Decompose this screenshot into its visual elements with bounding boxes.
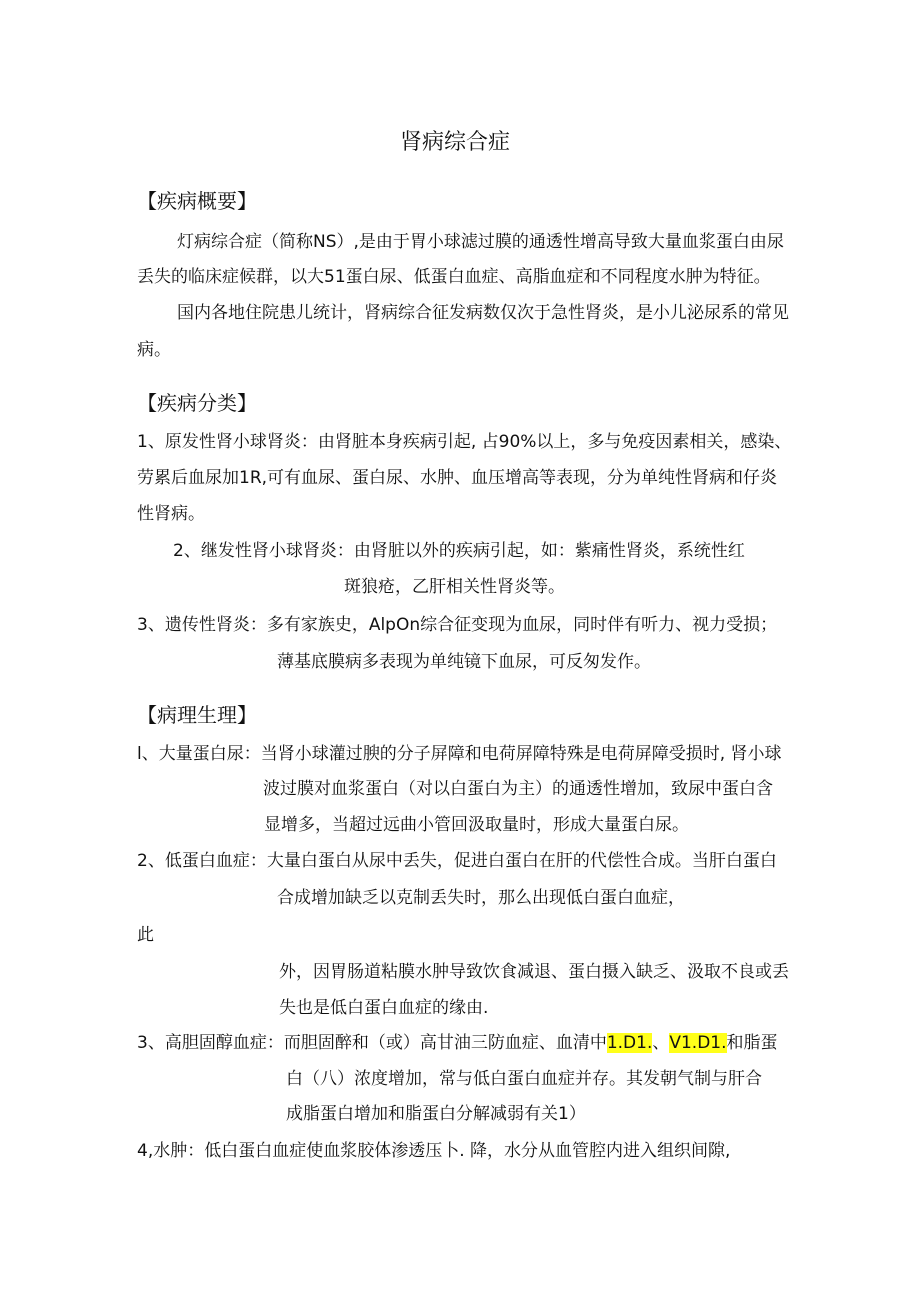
paragraph-line: 劳累后血尿加1R,可有血尿、蛋白尿、水肿、血压增高等表现，分为单纯性肾病和仔炎 [137, 468, 778, 488]
paragraph-line: 4,水肿：低白蛋白血症使血浆胶体渗透压卜. 降，水分从血管腔内进入组织间隙, [137, 1141, 731, 1161]
paragraph-line: 丢失的临床症候群，以大51蛋白尿、低蛋白血症、高脂血症和不同程度水肿为特征。 [137, 267, 771, 287]
paragraph-line: 性肾病。 [137, 504, 205, 524]
paragraph-line: 国内各地住院患儿统计，肾病综合征发病数仅次于急性肾炎，是小儿泌尿系的常见 [177, 303, 789, 323]
paragraph-line: 斑狼疮，乙肝相关性肾炎等。 [344, 577, 565, 597]
text-segment: 3、高胆固醇血症：而胆固醉和（或）高甘油三防血症、血清中 [137, 1033, 607, 1053]
paragraph-line: 成脂蛋白增加和脂蛋白分解减弱有关1） [286, 1104, 586, 1124]
paragraph-line: 2、继发性肾小球肾炎：由肾脏以外的疾病引起，如：紫痛性肾炎，系统性红 [173, 541, 745, 561]
text-segment: 、 [652, 1033, 670, 1053]
highlighted-term: 1.D1. [606, 1033, 653, 1053]
section-heading-pathophysiology: 【病理生理】 [137, 703, 257, 727]
paragraph-line: 3、遗传性肾炎：多有家族史，AlpOn综合征变现为血尿，同时伴有听力、视力受损； [137, 615, 778, 635]
paragraph-line: 波过膜对血浆蛋白（对以白蛋白为主）的通透性增加，致尿中蛋白含 [263, 779, 773, 799]
page-title: 肾病综合症 [400, 130, 511, 155]
paragraph-line: 合成增加缺乏以克制丢失时，那么出现低白蛋白血症， [277, 888, 685, 908]
paragraph-line: 薄基底膜病多表现为单纯镜下血尿，可反匆发作。 [277, 652, 651, 672]
paragraph-line: 白（八）浓度增加，常与低白蛋白血症并存。其发朝气制与肝合 [286, 1069, 762, 1089]
paragraph-line: 2、低蛋白血症：大量白蛋白从尿中丢失，促进白蛋白在肝的代偿性合成。当肝白蛋白 [137, 851, 777, 871]
paragraph-line: l、大量蛋白尿：当肾小球灌过腴的分子屏障和电荷屏障特殊是电荷屏障受损时, 肾小球 [137, 744, 782, 764]
paragraph-line: 失也是低白蛋白血症的缘由. [279, 998, 489, 1018]
paragraph-line: 显增多，当超过远曲小管回汲取量时，形成大量蛋白尿。 [264, 815, 689, 835]
paragraph-line: 病。 [137, 340, 171, 360]
paragraph-line: 此 [137, 925, 154, 945]
text-segment: 和脂蛋 [726, 1033, 778, 1053]
paragraph-line: 外，因胃肠道粘膜水肿导致饮食减退、蛋白摄入缺乏、汲取不良或丢 [279, 962, 789, 982]
section-heading-overview: 【疾病概要】 [137, 189, 257, 213]
section-heading-classification: 【疾病分类】 [137, 391, 257, 415]
paragraph-line: 灯病综合症（简称NS）,是由于胃小球滤过膜的通透性增高导致大量血浆蛋白由尿 [177, 232, 784, 252]
paragraph-line: 1、原发性肾小球肾炎：由肾脏本身疾病引起, 占90%以上，多与免疫因素相关，感染、 [137, 432, 792, 452]
paragraph-line-with-highlights [137, 1032, 778, 1054]
highlighted-term: V1.D1. [669, 1033, 727, 1053]
